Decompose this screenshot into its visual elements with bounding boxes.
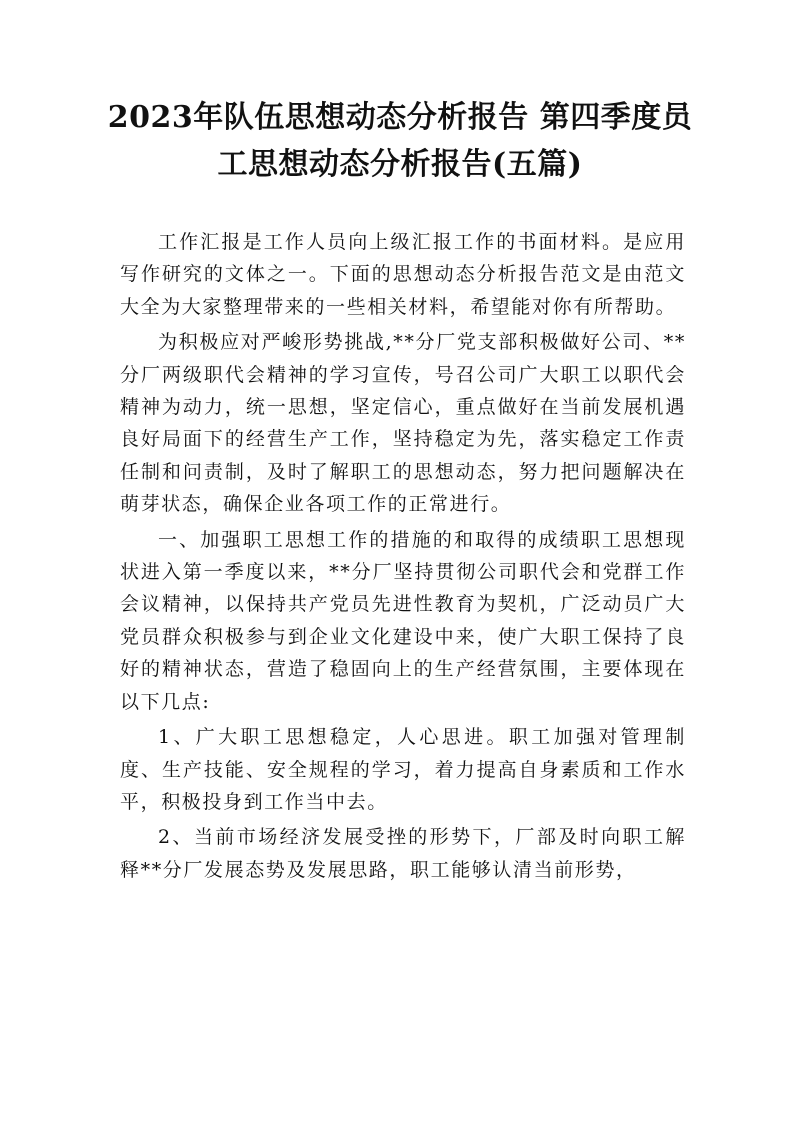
document-body: [120, 226, 686, 889]
paragraph-point-1: 1、广大职工思想稳定，人心思进。职工加强对管理制度、生产技能、安全规程的学习，着力提高自身素质和工作水平，积极投身到工作当中去。: [120, 726, 686, 813]
document-title: [100, 94, 700, 188]
paragraph-point-2: 2、当前市场经济发展受挫的形势下，厂部及时向职工解释**分厂发展态势及发展思路，职工能够认清当前形势，: [120, 826, 686, 881]
paragraph-section-one: 一、加强职工思想工作的措施的和取得的成绩职工思想现状进入第一季度以来，**分厂坚持贯彻公司职代会和党群工作会议精神，以保持共产党员先进性教育为契机，广泛动员广大党员群众积极参与到企业文化建设中来，使广大职工保持了良好的精神状态，营造了稳固向上的生产经营氛围，主要体现在以下几点:: [120, 528, 686, 713]
title-line-2: 工思想动态分析报告(五篇): [217, 147, 583, 182]
paragraph-overview: 为积极应对严峻形势挑战,**分厂党支部积极做好公司、**分厂两级职代会精神的学习宣传，号召公司广大职工以职代会精神为动力，统一思想，坚定信心，重点做好在当前发展机遇良好局面下的经营生产工作，坚持稳定为先，落实稳定工作责任制和问责制，及时了解职工的思想动态，努力把问题解决在萌芽状态，确保企业各项工作的正常进行。: [120, 331, 686, 516]
title-line-1: 2023年队伍思想动态分析报告 第四季度员: [107, 100, 693, 135]
paragraph-intro: 工作汇报是工作人员向上级汇报工作的书面材料。是应用写作研究的文体之一。下面的思想动态分析报告范文是由范文大全为大家整理带来的一些相关材料，希望能对你有所帮助。: [120, 231, 686, 318]
